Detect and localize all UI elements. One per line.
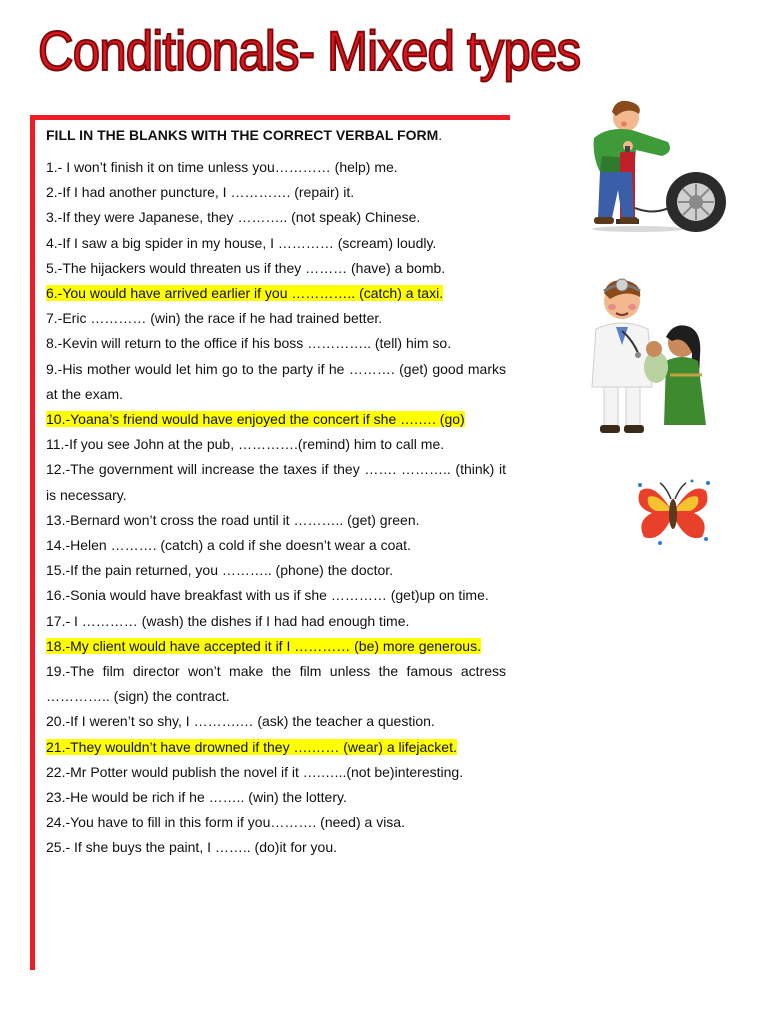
exercise-item — [46, 457, 506, 507]
exercise-item-text: 7.-Eric ………… (win) the race if he had trained better. — [46, 310, 383, 327]
exercise-item — [46, 508, 506, 533]
exercise-item-text: 1.- I won’t finish it on time unless you………… (help) me. — [46, 159, 398, 175]
exercise-item — [46, 583, 506, 608]
exercise-item — [46, 281, 506, 306]
exercise-item — [46, 432, 506, 457]
exercise-item — [46, 709, 506, 734]
exercise-item — [46, 810, 506, 835]
doctor-image — [586, 275, 720, 437]
left-red-rule — [30, 115, 35, 970]
instruction-text: FILL IN THE BLANKS WITH THE CORRECT VERBAL FORM — [46, 127, 439, 143]
exercise-item — [46, 735, 506, 760]
exercise-item-text: 8.-Kevin will return to the office if his boss ………….. (tell) him so. — [46, 335, 452, 352]
exercise-item — [46, 256, 506, 281]
exercise-item — [46, 533, 506, 558]
exercise-item — [46, 357, 506, 407]
exercise-item-text: 21.-They wouldn’t have drowned if they ….…… (wear) a lifejacket. — [46, 738, 457, 755]
exercise-item — [46, 634, 506, 659]
exercise-item-text: 17.- I ………… (wash) the dishes if I had had enough time. — [46, 612, 410, 629]
exercise-item-text: 24.-You have to fill in this form if you………. (need) a visa. — [46, 814, 405, 831]
exercise-item-text: 19.-The film director won’t make the film unless the famous actress ………….. (sign) the contract. — [46, 663, 506, 705]
worksheet-title: Conditionals- Mixed types — [38, 19, 581, 82]
exercise-item-text: 3.-If they were Japanese, they ……….. (not speak) Chinese. — [46, 209, 421, 226]
exercise-item — [46, 155, 506, 180]
exercise-item — [46, 205, 506, 230]
exercise-list — [46, 155, 506, 861]
exercise-item-text: 5.-The hijackers would threaten us if they ……… (have) a bomb. — [46, 259, 446, 276]
exercise-item-text: 23.-He would be rich if he …….. (win) the lottery. — [46, 789, 347, 806]
exercise-item — [46, 407, 506, 432]
exercise-item — [46, 609, 506, 634]
exercise-item-text: 11.-If you see John at the pub, ………….(remind) him to call me. — [46, 436, 445, 453]
top-red-rule — [30, 115, 510, 120]
exercise-item-text: 2.-If I had another puncture, I …………. (repair) it. — [46, 184, 355, 201]
exercise-item-text: 12.-The government will increase the taxes if they ……. ……….. (think) it is necessary. — [46, 461, 506, 503]
exercise-item-text: 16.-Sonia would have breakfast with us if she ………… (get)up on time. — [46, 587, 489, 604]
instruction-heading — [46, 123, 506, 148]
exercise-item — [46, 785, 506, 810]
butterfly-image — [632, 477, 714, 547]
tire-pump-image — [576, 98, 728, 234]
exercise-item-text: 18.-My client would have accepted it if I ………… (be) more generous. — [46, 637, 481, 654]
exercise-item-text: 14.-Helen ………. (catch) a cold if she doesn’t wear a coat. — [46, 537, 411, 554]
exercise-item — [46, 331, 506, 356]
exercise-item — [46, 231, 506, 256]
exercise-item-text: 4.-If I saw a big spider in my house, I ………… (scream) loudly. — [46, 234, 437, 251]
exercise-item — [46, 835, 506, 860]
exercise-item — [46, 760, 506, 785]
exercise-item-text: 15.-If the pain returned, you ……….. (phone) the doctor. — [46, 562, 394, 579]
exercise-item — [46, 180, 506, 205]
exercise-item-text: 9.-His mother would let him go to the party if he ………. (get) good marks at the exam. — [46, 360, 506, 402]
exercise-item — [46, 659, 506, 709]
exercise-item-text: 22.-Mr Potter would publish the novel if it ….…...(not be)interesting. — [46, 763, 464, 780]
exercise-item-text: 25.- If she buys the paint, I …….. (do)it for you. — [46, 839, 338, 856]
exercise-item — [46, 558, 506, 583]
exercise-item-text: 6.-You would have arrived earlier if you ………….. (catch) a taxi. — [46, 285, 444, 302]
exercise-item-text: 13.-Bernard won’t cross the road until it ……….. (get) green. — [46, 511, 420, 528]
exercise-item-text: 10.-Yoana’s friend would have enjoyed the concert if she ….…. (go) — [46, 411, 465, 428]
exercise-item — [46, 306, 506, 331]
exercise-panel — [46, 123, 506, 861]
exercise-item-text: 20.-If I weren’t so shy, I ……….… (ask) the teacher a question. — [46, 713, 435, 730]
instruction-period: . — [438, 127, 443, 143]
